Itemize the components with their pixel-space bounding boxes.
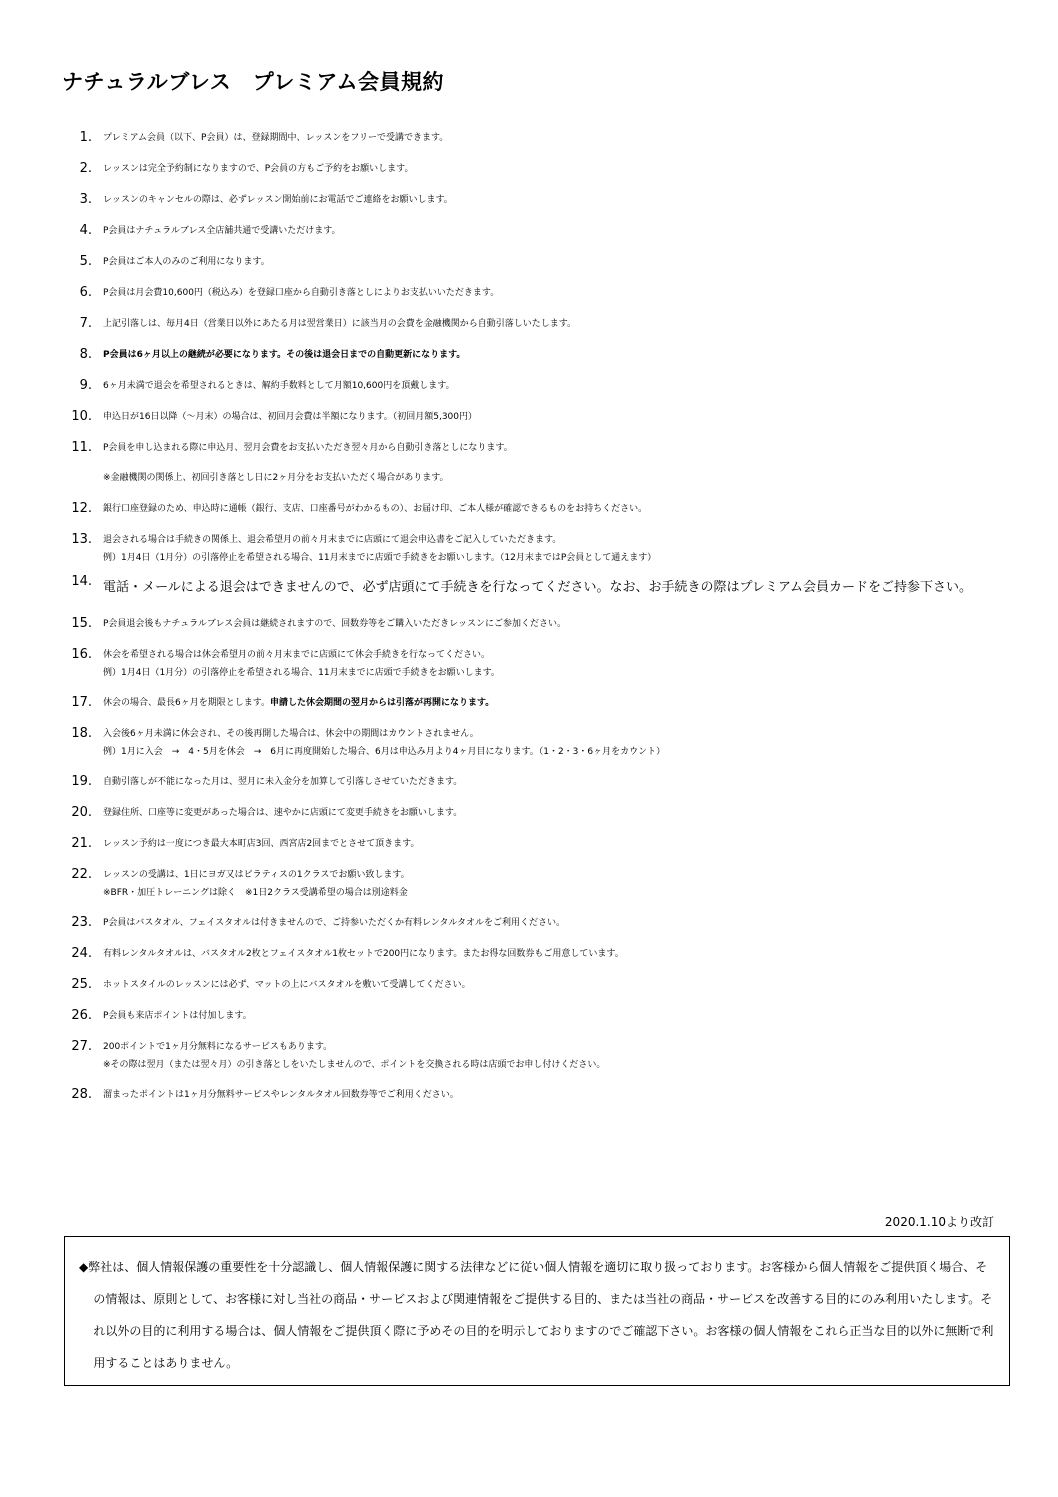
term-text: P会員はナチュラルブレス全店舗共通で受講いただけます。 — [103, 226, 341, 236]
term-item — [62, 530, 1022, 567]
term-item — [62, 283, 1022, 303]
term-number: 10. — [71, 409, 92, 424]
term-text: 自動引落しが不能になった月は、翌月に未入金分を加算して引落しさせていただきます。 — [103, 777, 463, 787]
term-text: 有料レンタルタオルは、バスタオル2枚とフェイスタオル1枚セットで200円になります。またお得な回数券もご用意しています。 — [103, 949, 624, 959]
term-number: 22. — [71, 867, 92, 882]
term-text: 200ポイントで1ヶ月分無料になるサービスもあります。 — [103, 1042, 333, 1052]
term-text: 電話・メールによる退会はできませんので、必ず店頭にて手続きを行なってください。なお、お手続きの際はプレミアム会員カードをご持参下さい。 — [103, 580, 973, 595]
term-number: 28. — [71, 1087, 92, 1102]
term-number: 5. — [79, 254, 92, 269]
term-text: 申込日が16日以降（～月末）の場合は、初回月会費は半額になります。（初回月額5,300円） — [103, 412, 477, 422]
term-text: プレミアム会員（以下、P会員）は、登録期間中、レッスンをフリーで受講できます。 — [103, 133, 449, 143]
term-item — [62, 407, 1022, 427]
term-item — [62, 913, 1022, 933]
term-text: レッスンのキャンセルの際は、必ずレッスン開始前にお電話でご連絡をお願いします。 — [103, 195, 453, 205]
term-number: 14. — [71, 574, 92, 589]
term-text: 休会を希望される場合は休会希望月の前々月末までに店頭にて休会手続きを行なってください。 — [103, 650, 491, 660]
term-text: P会員を申し込まれる際に申込月、翌月会費をお支払いただき翌々月から自動引き落としになります。 — [103, 443, 513, 453]
term-item — [62, 376, 1022, 396]
term-item — [62, 693, 1022, 713]
document-title: ナチュラルブレス プレミアム会員規約 — [62, 70, 444, 94]
term-number: 26. — [71, 1008, 92, 1023]
term-number: 25. — [71, 977, 92, 992]
revision-date: 2020.1.10より改訂 — [884, 1215, 994, 1229]
term-item — [62, 975, 1022, 995]
term-number: 15. — [71, 616, 92, 631]
term-number: 13. — [71, 532, 92, 547]
term-number: 3. — [79, 192, 92, 207]
term-text: 登録住所、口座等に変更があった場合は、速やかに店頭にて変更手続きをお願いします。 — [103, 808, 463, 818]
term-item — [62, 1085, 1022, 1105]
term-note: 例）1月4日（1月分）の引落停止を希望される場合、11月末までに店頭で手続きをお願いします。（12月末まではP会員として通えます） — [103, 553, 657, 563]
term-item — [62, 128, 1022, 148]
term-item — [62, 614, 1022, 634]
term-number: 11. — [71, 440, 92, 455]
term-item — [62, 499, 1022, 519]
term-item — [62, 572, 1022, 603]
term-text: P会員はバスタオル、フェイスタオルは付きませんので、ご持参いただくか有料レンタルタオルをご利用ください。 — [103, 918, 566, 928]
term-item — [62, 314, 1022, 334]
term-item — [62, 1006, 1022, 1026]
term-item — [62, 645, 1022, 682]
term-text: P会員は6ヶ月以上の継続が必要になります。その後は退会日までの自動更新になります。 — [103, 350, 466, 360]
term-text: 退会される場合は手続きの関係上、退会希望月の前々月末までに店頭にて退会申込書をご記入していただきます。 — [103, 535, 562, 545]
term-text: レッスン予約は一度につき最大本町店3回、西宮店2回までとさせて頂きます。 — [103, 839, 420, 849]
term-number: 4. — [79, 223, 92, 238]
term-text-regular: 休会の場合、最長6ヶ月を期限とします。 — [103, 698, 271, 708]
privacy-notice-box — [64, 1236, 1010, 1386]
term-text: 溜まったポイントは1ヶ月分無料サービスやレンタルタオル回数券等でご利用ください。 — [103, 1090, 459, 1100]
term-item — [62, 865, 1022, 902]
term-number: 7. — [79, 316, 92, 331]
term-note: ※金融機関の関係上、初回引き落とし日に2ヶ月分をお支払いただく場合があります。 — [103, 473, 449, 483]
term-item — [62, 438, 1022, 488]
term-item — [62, 834, 1022, 854]
term-number: 19. — [71, 774, 92, 789]
term-number: 8. — [79, 347, 92, 362]
term-number: 21. — [71, 836, 92, 851]
term-note: 例）1月に入会 → 4・5月を休会 → 6月に再度開始した場合、6月は申込み月より4ヶ月目になります。（1・2・3・6ヶ月をカウント） — [103, 747, 666, 757]
term-number: 27. — [71, 1039, 92, 1054]
term-text: P会員退会後もナチュラルブレス会員は継続されますので、回数券等をご購入いただきレッスンにご参加ください。 — [103, 619, 566, 629]
term-note: ※その際は翌月（または翌々月）の引き落としをいたしませんので、ポイントを交換される時は店頭でお申し付けください。 — [103, 1060, 606, 1070]
term-note: ※BFR・加圧トレーニングは除く ※1日2クラス受講希望の場合は別途料金 — [103, 888, 408, 898]
terms-list — [62, 128, 1022, 1116]
term-number: 9. — [79, 378, 92, 393]
term-item — [62, 221, 1022, 241]
term-item — [62, 190, 1022, 210]
term-item — [62, 803, 1022, 823]
term-text: P会員はご本人のみのご利用になります。 — [103, 257, 270, 267]
term-number: 6. — [79, 285, 92, 300]
term-text: 6ヶ月未満で退会を希望されるときは、解約手数料として月額10,600円を頂戴します。 — [103, 381, 455, 391]
term-item — [62, 252, 1022, 272]
term-item — [62, 159, 1022, 179]
term-item — [62, 944, 1022, 964]
term-text — [103, 693, 1022, 713]
term-item — [62, 772, 1022, 792]
term-item — [62, 724, 1022, 761]
term-number: 20. — [71, 805, 92, 820]
term-text: レッスンの受講は、1日にヨガ又はピラティスの1クラスでお願い致します。 — [103, 870, 410, 880]
term-text: P会員も来店ポイントは付加します。 — [103, 1011, 252, 1021]
term-number: 1. — [79, 130, 92, 145]
term-text-emphasis: 申請した休会期間の翌月からは引落が再開になります。 — [270, 698, 495, 708]
privacy-notice-text: ◆弊社は、個人情報保護の重要性を十分認識し、個人情報保護に関する法律などに従い個人情報を適切に取り扱っております。お客様から個人情報をご提供頂く場合、その情報は、原則として、お客様に対し当社の商品・サービスおよび関連情報をご提供する目的、または当社の商品・サービスを改善する目的にのみ利用いたします。それ以外の目的に利用する場合は、個人情報をご提供頂く際に予めその目的を明示しておりますのでご確認下さい。お客様の個人情報をこれら正当な目的以外に無断で利用することはありません。 — [79, 1260, 994, 1370]
term-note: 例）1月4日（1月分）の引落停止を希望される場合、11月末までに店頭で手続きをお願いします。 — [103, 668, 500, 678]
term-text: 銀行口座登録のため、申込時に通帳（銀行、支店、口座番号がわかるもの）、お届け印、ご本人様が確認できるものをお持ちください。 — [103, 504, 648, 514]
term-text: 入会後6ヶ月未満に休会され、その後再開した場合は、休会中の期間はカウントされません。 — [103, 729, 479, 739]
term-number: 2. — [79, 161, 92, 176]
term-number: 24. — [71, 946, 92, 961]
term-text: P会員は月会費10,600円（税込み）を登録口座から自動引き落としによりお支払いいただきます。 — [103, 288, 500, 298]
term-item — [62, 1037, 1022, 1074]
term-number: 17. — [71, 695, 92, 710]
term-number: 12. — [71, 501, 92, 516]
term-number: 23. — [71, 915, 92, 930]
term-text: ホットスタイルのレッスンには必ず、マットの上にバスタオルを敷いて受講してください。 — [103, 980, 471, 990]
term-text: 上記引落しは、毎月4日（営業日以外にあたる月は翌営業日）に該当月の会費を金融機関から自動引落しいたします。 — [103, 319, 577, 329]
term-item — [62, 345, 1022, 365]
term-number: 18. — [71, 726, 92, 741]
term-number: 16. — [71, 647, 92, 662]
term-text: レッスンは完全予約制になりますので、P会員の方もご予約をお願いします。 — [103, 164, 414, 174]
